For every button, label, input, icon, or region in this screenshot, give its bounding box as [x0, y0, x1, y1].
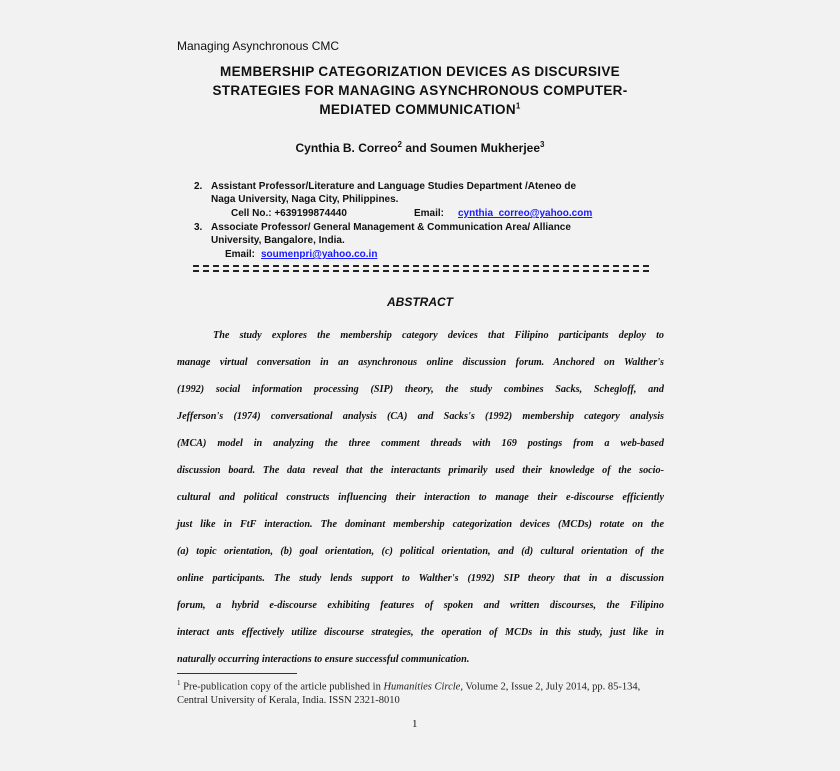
affiliation-2-line-2: Naga University, Naga City, Philippines. — [211, 194, 399, 205]
abstract-line: (a) topic orientation, (b) goal orientation, (c) political orientation, and (d) cultural orientation of the — [177, 546, 664, 557]
author-1-mark: 2 — [397, 140, 402, 149]
affiliation-3-number: 3. — [194, 222, 203, 233]
footnote-rule — [177, 673, 297, 674]
abstract-line: just like in FtF interaction. The dominant membership categorization devices (MCDs) rotate on the — [177, 519, 664, 530]
affiliation-3-email-link[interactable]: soumenpri@yahoo.co.in — [261, 249, 378, 260]
abstract-line: The study explores the membership category devices that Filipino participants deploy to — [213, 330, 664, 341]
running-head: Managing Asynchronous CMC — [177, 39, 340, 53]
footnote-text-before: Pre-publication copy of the article published in — [180, 681, 384, 693]
title-footnote-mark: 1 — [515, 101, 521, 111]
abstract-heading: ABSTRACT — [387, 295, 453, 309]
abstract-line: manage virtual conversation in an asynchronous online discussion forum. Anchored on Walther's — [177, 357, 664, 368]
abstract-line: (MCA) model in analyzing the three comment threads with 169 postings from a web-based — [177, 438, 664, 449]
title-line-1: MEMBERSHIP CATEGORIZATION DEVICES AS DISCURSIVE — [220, 64, 620, 79]
footnote-journal: Humanities Circle — [383, 681, 461, 693]
abstract-line: Jefferson's (1974) conversational analysis (CA) and Sacks's (1992) membership category analysis — [177, 411, 664, 422]
affiliation-3-line-2: University, Bangalore, India. — [211, 235, 345, 246]
abstract-line: (1992) social information processing (SIP) theory, the study combines Sacks, Schegloff, and — [177, 384, 664, 395]
affiliation-3-line-1 — [194, 221, 571, 234]
abstract-line: naturally occurring interactions to ensure successful communication. — [177, 654, 470, 665]
affiliation-3-text-1: Associate Professor/ General Management & Communication Area/ Alliance — [211, 222, 571, 233]
affiliation-3-email-label: Email: — [225, 249, 256, 260]
footnote-mark: 1 — [177, 679, 181, 687]
authors-line — [172, 141, 668, 155]
page-number: 1 — [412, 718, 418, 730]
affiliation-2-text-1: Assistant Professor/Literature and Language Studies Department /Ateneo de — [211, 181, 577, 192]
authors-conjunction: and — [401, 141, 430, 155]
author-2-mark: 3 — [540, 140, 545, 149]
title-line-3 — [172, 100, 668, 119]
abstract-line: discussion board. The data reveal that the interactants primarily used their knowledge of the socio- — [177, 465, 664, 476]
abstract-line: cultural and political constructs influencing their interaction to manage their e-discourse efficiently — [177, 492, 664, 503]
title-line-3-text: MEDIATED COMMUNICATION — [319, 102, 516, 117]
author-1: Cynthia B. Correo — [295, 141, 398, 155]
separator-rule-bottom — [193, 270, 649, 272]
author-2: Soumen Mukherjee — [430, 141, 541, 155]
affiliation-2-cell: Cell No.: +639199874440 — [231, 208, 347, 219]
abstract-line: forum, a hybrid e-discourse exhibiting features of spoken and written discourses, the Filipino — [177, 600, 664, 611]
abstract-body — [177, 322, 664, 673]
affiliation-2-number: 2. — [194, 181, 203, 192]
affiliation-2-email-link[interactable]: cynthia_correo@yahoo.com — [458, 208, 593, 219]
affiliation-2-line-1 — [194, 180, 576, 193]
paper-title — [172, 62, 668, 119]
abstract-line: interact ants effectively utilize discourse strategies, the operation of MCDs in this study, just like in — [177, 627, 664, 638]
footnote — [177, 677, 663, 707]
abstract-line: online participants. The study lends support to Walther's (1992) SIP theory that in a discussion — [177, 573, 664, 584]
affiliation-2-email-label: Email: — [414, 208, 445, 219]
footnote-text-after: , Volume 2, Issue 2, July 2014, pp. 85-134, Central University of Kerala, India. ISSN 2321-8010 — [177, 681, 641, 706]
title-line-2: STRATEGIES FOR MANAGING ASYNCHRONOUS COMPUTER- — [212, 83, 628, 98]
separator-rule-top — [193, 265, 649, 267]
